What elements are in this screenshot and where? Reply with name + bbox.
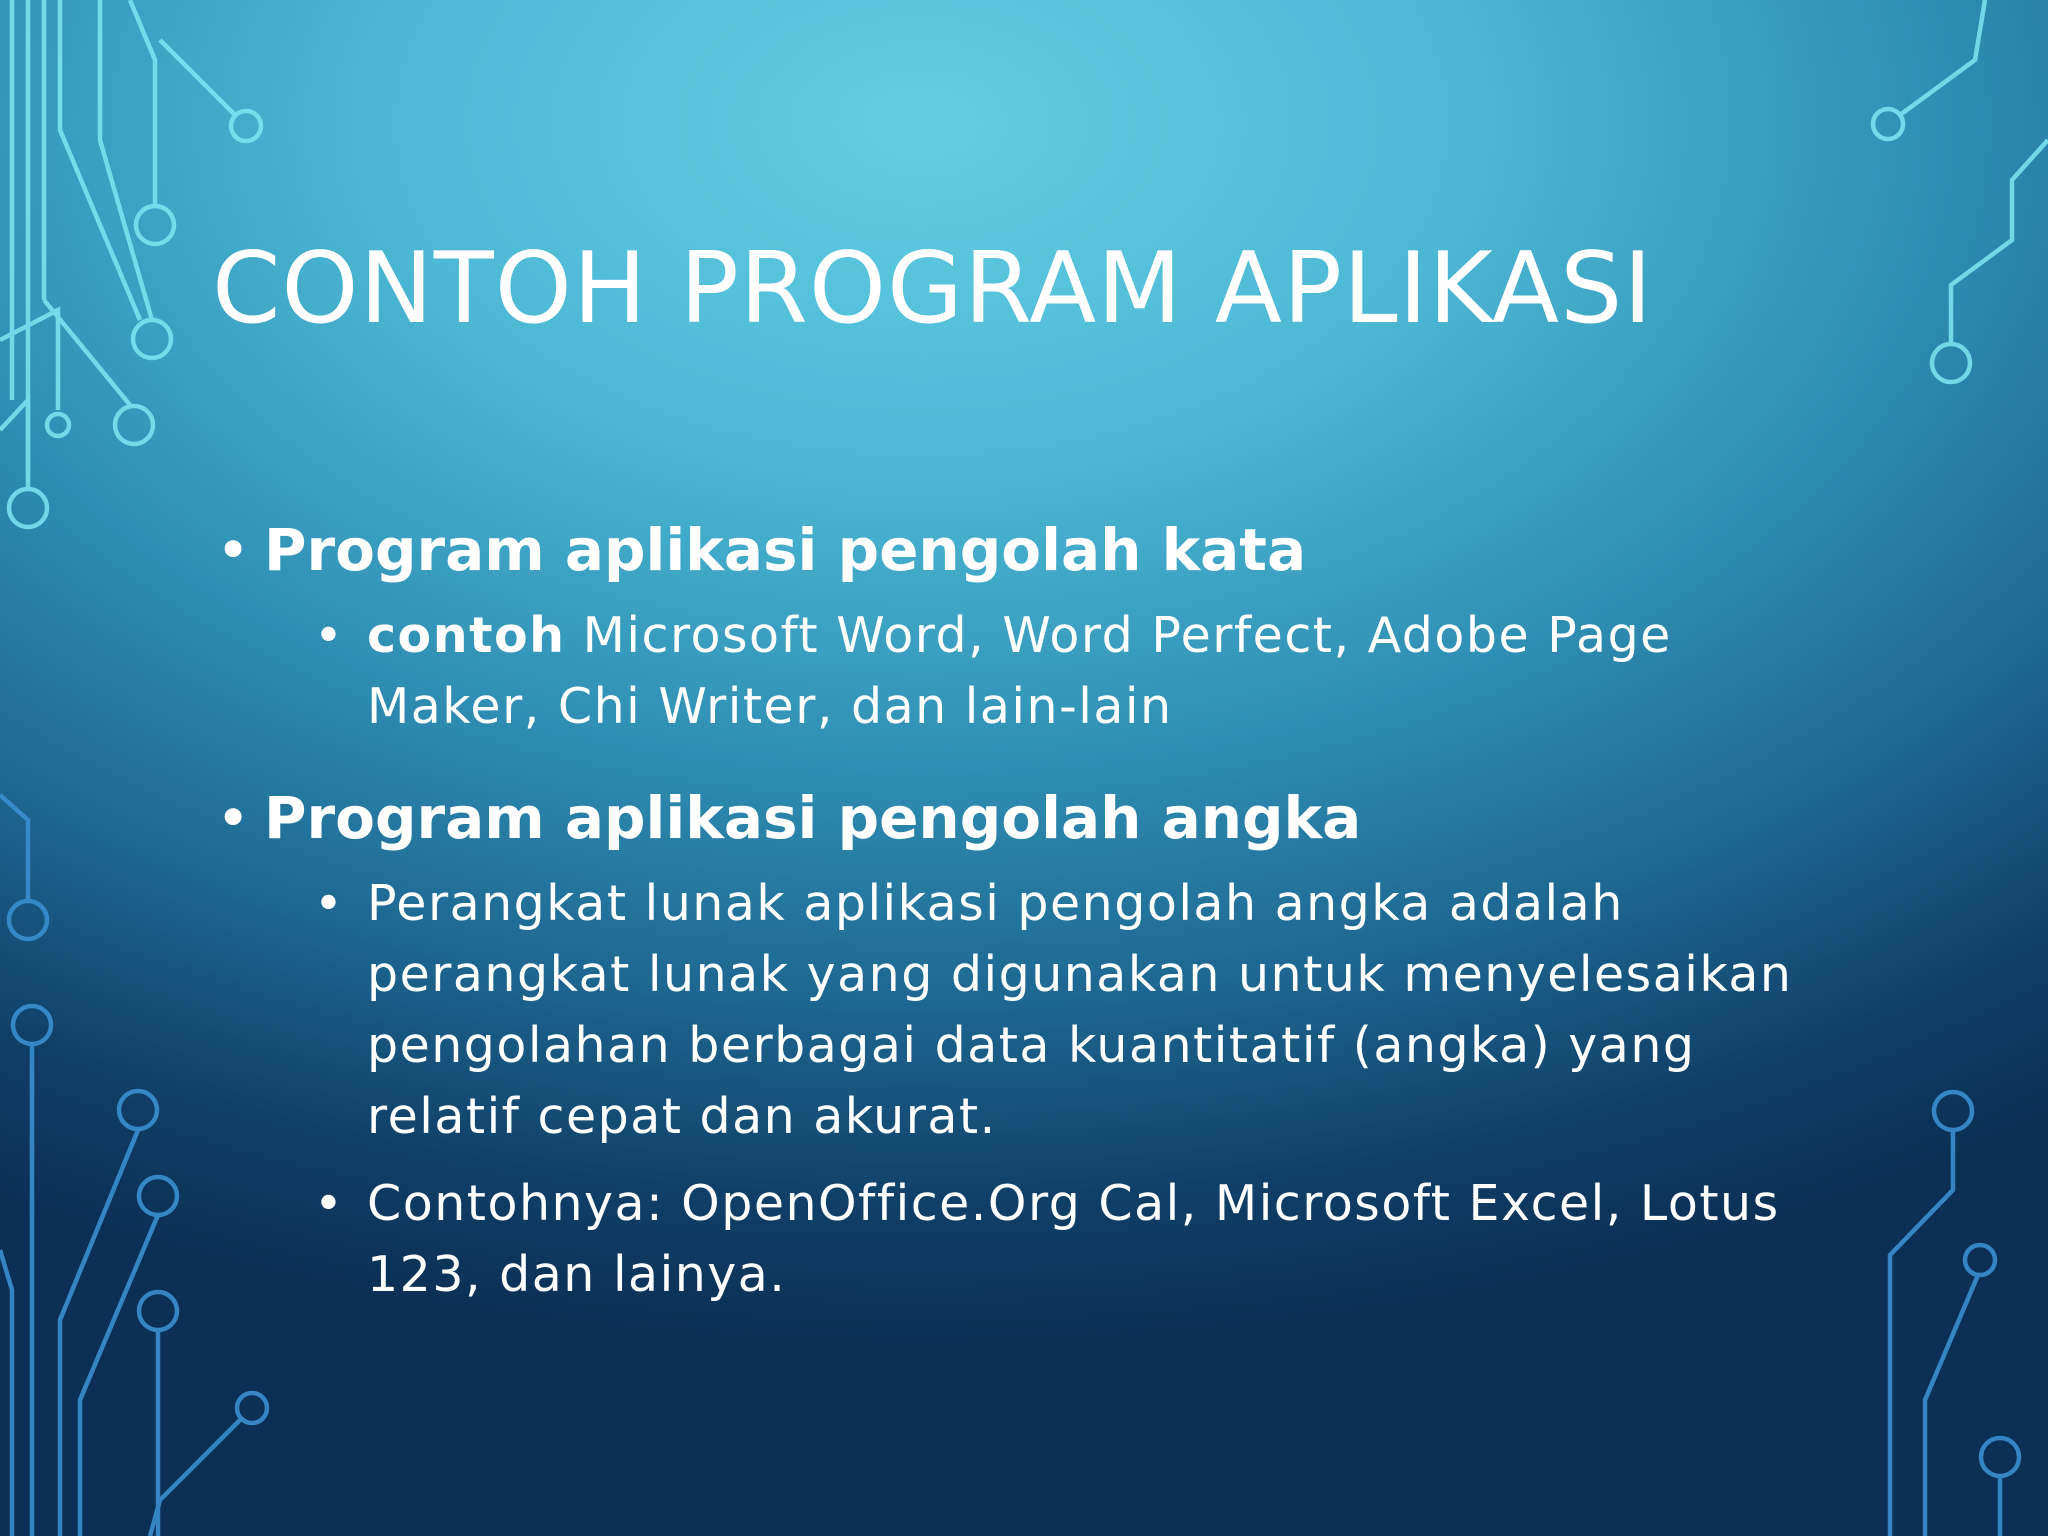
bullet-level2	[212, 1168, 1832, 1310]
bullet-text: Program aplikasi pengolah kata	[264, 516, 1307, 584]
bullet-dot-icon: •	[314, 607, 345, 664]
bullet-level2	[212, 868, 1832, 1152]
bullet-level1	[212, 510, 1832, 590]
bullet-level2	[212, 600, 1832, 742]
bullet-level1	[212, 778, 1832, 858]
bullet-text: Program aplikasi pengolah angka	[264, 784, 1362, 852]
bullet-text: Microsoft Word, Word Perfect, Adobe Page Maker, Chi Writer, dan lain-lain	[367, 607, 1672, 735]
bullet-text: Perangkat lunak aplikasi pengolah angka adalah perangkat lunak yang digunakan untuk menyelesaikan pengolahan berbagai data kuantitatif (angka) yang relatif cepat dan akurat.	[367, 875, 1793, 1145]
bullet-dot-icon: •	[216, 784, 251, 852]
slide-content	[212, 510, 1832, 1310]
bullet-dot-icon: •	[314, 875, 345, 932]
bullet-text: Contohnya: OpenOffice.Org Cal, Microsoft Excel, Lotus 123, dan lainya.	[367, 1175, 1780, 1303]
slide-title: CONTOH PROGRAM APLIKASI	[212, 232, 1654, 346]
bullet-lead: contoh	[367, 607, 566, 664]
bullet-dot-icon: •	[216, 516, 251, 584]
bullet-dot-icon: •	[314, 1175, 345, 1232]
